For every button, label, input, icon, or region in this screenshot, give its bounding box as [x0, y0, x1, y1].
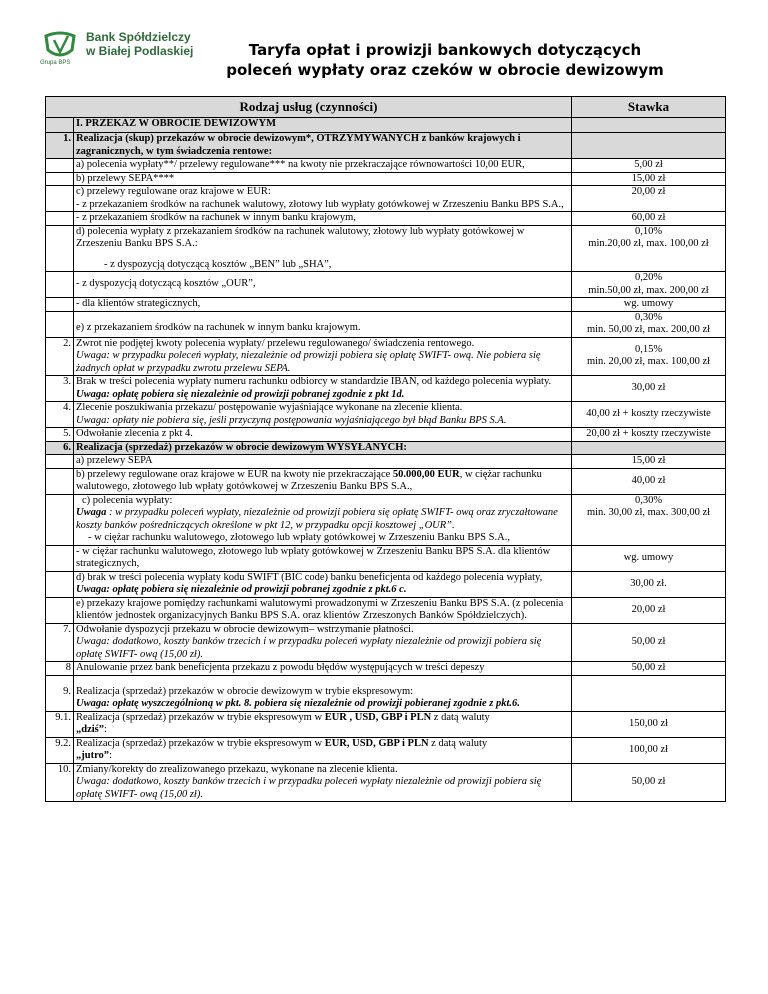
- row-text: - dla klientów strategicznych,: [74, 298, 572, 312]
- rate-value: 0,15% min. 20,00 zł, max. 100,00 zł: [572, 337, 726, 376]
- bank-group-label: Grupa BPS: [40, 60, 71, 66]
- table-row: [46, 571, 726, 597]
- section-row: [46, 118, 726, 133]
- bank-name-line1: Bank Spółdzielczy: [86, 30, 191, 44]
- rate-value: 40,00 zł + koszty rzeczywiste: [572, 402, 726, 428]
- rate-value: 50,00 zł: [572, 662, 726, 676]
- section-title: I. PRZEKAZ W OBROCIE DEWIZOWYM: [74, 118, 572, 133]
- rate-value: 100,00 zł: [572, 737, 726, 763]
- table-row: [46, 159, 726, 173]
- table-row: [46, 711, 726, 737]
- table-row: [46, 272, 726, 298]
- table-row: [46, 186, 726, 212]
- table-row: [46, 133, 726, 159]
- table-row: [46, 428, 726, 442]
- table-row: [46, 662, 726, 676]
- row-text: - w ciężar rachunku walutowego, złotowego lub wpłaty gotówkowej w Zrzeszeniu Banku BPS S.A. dla klientów strategicznych,: [74, 545, 572, 571]
- row-text: - z dyspozycją dotyczącą kosztów „OUR”,: [74, 272, 572, 298]
- rate-value: 0,30% min. 50,00 zł, max. 200,00 zł: [572, 311, 726, 337]
- rate-value: 15,00 zł: [572, 455, 726, 469]
- row-text: Zmiany/korekty do zrealizowanego przekazu, wykonane na zlecenie klienta. Uwaga: dodatkowo, koszty banków trzecich i w przypadku poleceń wypłaty niezależnie od prowizji pobiera się opłatę SWIFT- ową (15,00 zł).: [74, 763, 572, 802]
- row-heading: Realizacja (sprzedaż) przekazów w obrocie dewizowym WYSYŁANYCH:: [74, 441, 572, 455]
- rate-value: 0,30% min. 30,00 zł, max. 300,00 zł: [572, 494, 726, 545]
- table-row: [46, 455, 726, 469]
- table-row: [46, 675, 726, 711]
- rate-value: 5,00 zł: [572, 159, 726, 173]
- row-number: 4.: [46, 402, 74, 428]
- row-number: 3.: [46, 376, 74, 402]
- table-row: [46, 468, 726, 494]
- table-row: [46, 225, 726, 272]
- rate-value: 0,10% min.20,00 zł, max. 100,00 zł: [572, 225, 726, 272]
- table-row: [46, 763, 726, 802]
- table-row: [46, 494, 726, 545]
- rate-value: wg. umowy: [572, 298, 726, 312]
- table-row: [46, 298, 726, 312]
- rate-value: 20,00 zł: [572, 186, 726, 212]
- row-text: Zlecenie poszukiwania przekazu/ postępowanie wyjaśniające wykonane na zlecenie klienta. Uwaga: opłaty nie pobiera się, jeśli przyczyną postępowania wyjaśniającego był błąd Banku BPS S.A.: [74, 402, 572, 428]
- rate-value: 20,00 zł + koszty rzeczywiste: [572, 428, 726, 442]
- row-text: d) brak w treści polecenia wypłaty kodu SWIFT (BIC code) banku beneficjenta od każdego polecenia wypłaty, Uwaga: opłatę pobiera się niezależnie od prowizji pobranej zgodnie z pkt.6 c.: [74, 571, 572, 597]
- row-text: a) polecenia wypłaty**/ przelewy regulowane*** na kwoty nie przekraczające równowartości 10,00 EUR,: [74, 159, 572, 173]
- bank-logo-icon: [42, 30, 78, 60]
- row-number: 1.: [46, 133, 74, 159]
- table-row: [46, 597, 726, 623]
- row-text: - z przekazaniem środków na rachunek w innym banku krajowym,: [74, 212, 572, 226]
- row-number: 9.2.: [46, 737, 74, 763]
- table-row: [46, 172, 726, 186]
- row-text: b) przelewy regulowane oraz krajowe w EUR na kwoty nie przekraczające 50.000,00 EUR, w ciężar rachunku walutowego, złotowego lub wpłaty gotówkowej w Zrzeszeniu Banku BPS S.A.,: [74, 468, 572, 494]
- row-number: 7.: [46, 623, 74, 662]
- rate-value: 15,00 zł: [572, 172, 726, 186]
- row-number: 5.: [46, 428, 74, 442]
- rate-value: 50,00 zł: [572, 763, 726, 802]
- row-number: 9.: [46, 675, 74, 711]
- row-text: Odwołanie zlecenia z pkt 4.: [74, 428, 572, 442]
- row-number: 6.: [46, 441, 74, 455]
- rate-value: wg. umowy: [572, 545, 726, 571]
- table-header: [46, 97, 726, 118]
- bank-name: [86, 30, 193, 58]
- table-row: [46, 311, 726, 337]
- column-header-rate: Stawka: [572, 97, 726, 118]
- row-text: Brak w treści polecenia wypłaty numeru rachunku odbiorcy w standardzie IBAN, od każdego polecenia wypłaty. Uwaga: opłatę pobiera się niezależnie od prowizji pobranej zgodnie z pkt 1d.: [74, 376, 572, 402]
- row-text: c) polecenia wypłaty: Uwaga : w przypadku poleceń wypłaty, niezależnie od prowizji pobiera się opłatę SWIFT- ową oraz zryczałtowane koszty banków pośredniczących określone w pkt 12, w przypadku opcji kosztowej „OUR”. - w ciężar rachunku walutowego, złotowego lub wpłaty gotówkowej w Zrzeszeniu Banku BPS S.A.,: [74, 494, 572, 545]
- row-text: e) z przekazaniem środków na rachunek w innym banku krajowym.: [74, 311, 572, 337]
- table-row: [46, 402, 726, 428]
- page-title: [225, 40, 665, 80]
- table-row: [46, 212, 726, 226]
- table-row: [46, 441, 726, 455]
- rate-value: 30,00 zł.: [572, 571, 726, 597]
- row-text: Odwołanie dyspozycji przekazu w obrocie dewizowym– wstrzymanie płatności. Uwaga: dodatkowo, koszty banków trzecich i w przypadku poleceń wypłaty niezależnie od prowizji pobiera się opłatę SWIFT- ową (15,00 zł).: [74, 623, 572, 662]
- title-line1: Taryfa opłat i prowizji bankowych dotyczących: [248, 41, 642, 59]
- table-row: [46, 337, 726, 376]
- row-text: d) polecenia wypłaty z przekazaniem środków na rachunek walutowy, złotowy lub wypłaty gotówkowej w Zrzeszeniu Banku BPS S.A.: - z dyspozycją dotyczącą kosztów „BEN” lub „SHA”,: [74, 225, 572, 272]
- rate-value: 20,00 zł: [572, 597, 726, 623]
- row-text: b) przelewy SEPA****: [74, 172, 572, 186]
- row-text: e) przekazy krajowe pomiędzy rachunkami walutowymi prowadzonymi w Zrzeszeniu Banku BPS S.A. (z polecenia klientów jednostek organizacyjnych Banku BPS S.A. oraz klientów Zrzeszonych Banków Spółdzielczych).: [74, 597, 572, 623]
- column-header-service: Rodzaj usług (czynności): [46, 97, 572, 118]
- row-text: Anulowanie przez bank beneficjenta przekazu z powodu błędów występujących w treści depeszy: [74, 662, 572, 676]
- row-number: 10.: [46, 763, 74, 802]
- rate-value: 0,20% min.50,00 zł, max. 200,00 zł: [572, 272, 726, 298]
- table-row: [46, 737, 726, 763]
- row-number: 8: [46, 662, 74, 676]
- table-row: [46, 545, 726, 571]
- bank-logo: [38, 30, 208, 70]
- table-row: [46, 376, 726, 402]
- bank-name-line2: w Białej Podlaskiej: [86, 44, 194, 58]
- title-line2: poleceń wypłaty oraz czeków w obrocie dewizowym: [226, 61, 664, 79]
- rate-value: 150,00 zł: [572, 711, 726, 737]
- row-number: 2.: [46, 337, 74, 376]
- row-heading: Realizacja (skup) przekazów w obrocie dewizowym*, OTRZYMYWANYCH z banków krajowych i zagranicznych, w tym świadczenia rentowe:: [74, 133, 572, 159]
- rate-value: 40,00 zł: [572, 468, 726, 494]
- row-text: Realizacja (sprzedaż) przekazów w trybie ekspresowym w EUR, USD, GBP i PLN z datą waluty „jutro”:: [74, 737, 572, 763]
- row-text: Realizacja (sprzedaż) przekazów w trybie ekspresowym w EUR , USD, GBP i PLN z datą waluty „dziś”:: [74, 711, 572, 737]
- tariff-table: [45, 96, 726, 802]
- row-text: c) przelewy regulowane oraz krajowe w EUR: - z przekazaniem środków na rachunek walutowy, złotowy lub wypłaty gotówkowej w Zrzeszeniu Banku BPS S.A.,: [74, 186, 572, 212]
- row-number: 9.1.: [46, 711, 74, 737]
- row-text: Realizacja (sprzedaż) przekazów w obrocie dewizowym w trybie ekspresowym: Uwaga: opłatę wyszczególnioną w pkt. 8. pobiera się niezależnie od prowizji pobieranej zgodnie z pkt.6.: [74, 675, 572, 711]
- row-text: Zwrot nie podjętej kwoty polecenia wypłaty/ przelewu regulowanego/ świadczenia rentowego. Uwaga: w przypadku poleceń wypłaty, niezależnie od prowizji pobiera się opłatę SWIFT- ową. Nie pobiera się żadnych opłat w przypadku zwrotu przelewu SEPA.: [74, 337, 572, 376]
- rate-value: 30,00 zł: [572, 376, 726, 402]
- row-text: a) przelewy SEPA: [74, 455, 572, 469]
- rate-value: 60,00 zł: [572, 212, 726, 226]
- rate-value: 50,00 zł: [572, 623, 726, 662]
- table-row: [46, 623, 726, 662]
